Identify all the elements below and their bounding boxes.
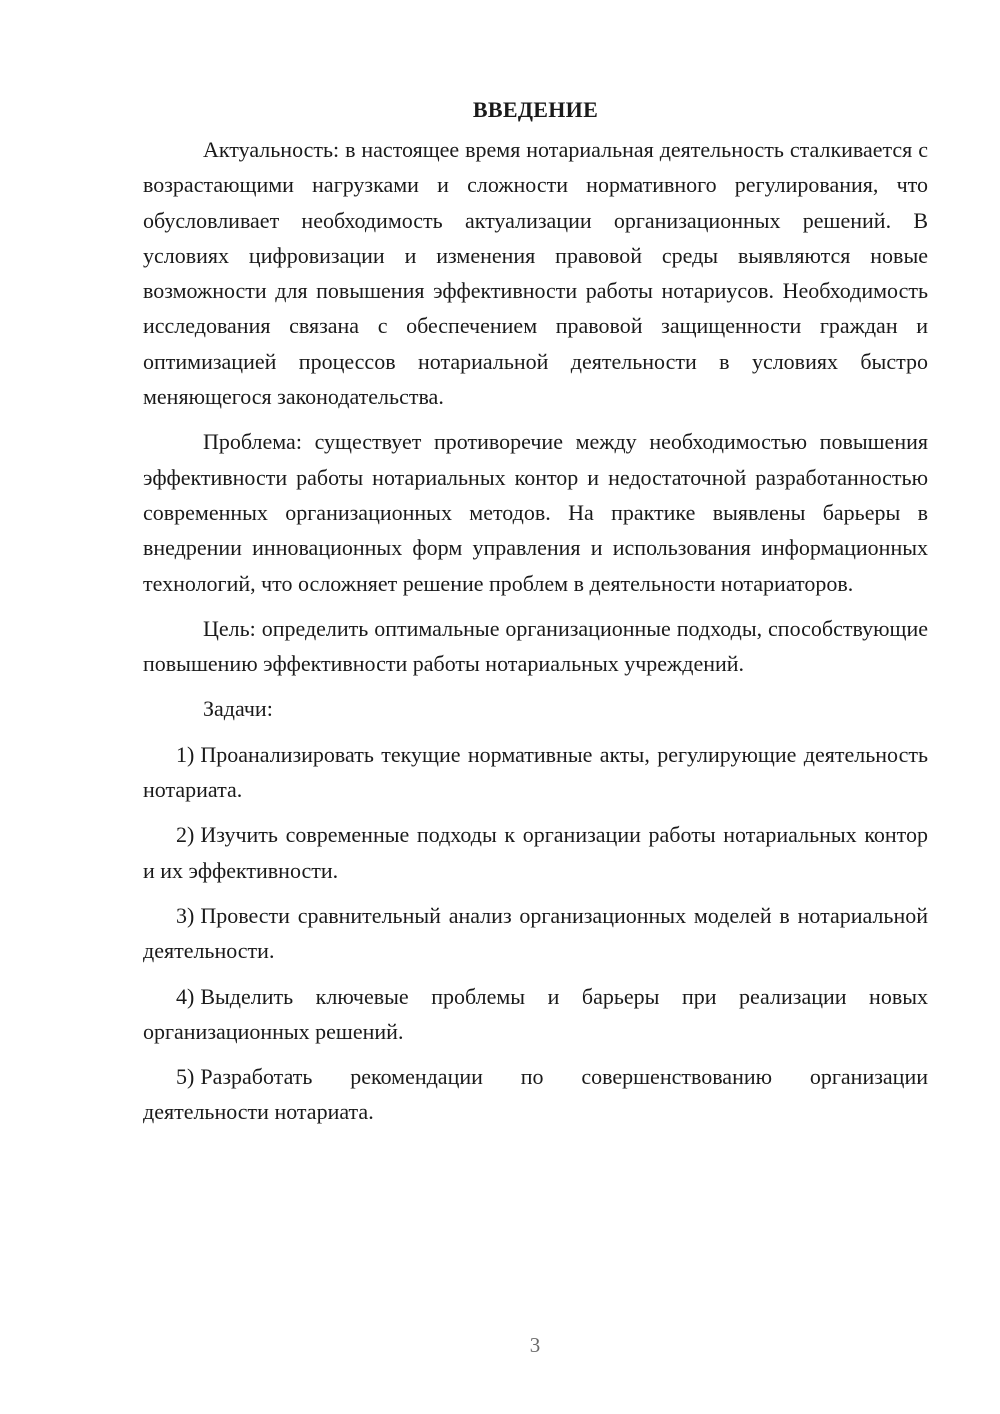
list-item-number: 2) bbox=[176, 822, 195, 848]
list-item bbox=[143, 1059, 928, 1130]
page-number: 3 bbox=[529, 1333, 541, 1357]
list-item-number: 3) bbox=[176, 902, 195, 928]
list-item-text: Изучить современные подходы к организации работы нотариальных контор и их эффективности. bbox=[143, 822, 928, 883]
problem-paragraph: Проблема: существует противоречие между необходимостью повышения эффективности работы нотариальных контор и недостаточной разработанностью современных организационных методов. На практике выявлены барьеры в внедрении инновационных форм управления и использования информационных технологий, что осложняет решение проблем в деятельности нотариаторов. bbox=[143, 429, 928, 596]
list-item-number: 1) bbox=[176, 741, 195, 767]
goal-paragraph: Цель: определить оптимальные организационные подходы, способствующие повышению эффективности работы нотариальных учреждений. bbox=[143, 615, 928, 677]
list-item bbox=[143, 898, 928, 969]
list-item bbox=[143, 979, 928, 1050]
tasks-list bbox=[143, 737, 928, 1130]
list-item-number: 4) bbox=[176, 983, 195, 1009]
tasks-heading: Задачи: bbox=[203, 696, 273, 722]
list-item bbox=[143, 737, 928, 808]
list-item bbox=[143, 817, 928, 888]
document-page bbox=[143, 92, 928, 1140]
list-item-text: Выделить ключевые проблемы и барьеры при реализации новых организационных решений. bbox=[143, 983, 928, 1044]
list-item-number: 5) bbox=[176, 1064, 195, 1090]
page-title: ВВЕДЕНИЕ bbox=[472, 97, 599, 122]
list-item-text: Провести сравнительный анализ организационных моделей в нотариальной деятельности. bbox=[143, 902, 928, 964]
relevance-paragraph: Актуальность: в настоящее время нотариальная деятельность сталкивается с возрастающими нагрузками и сложности нормативного регулирования, что обусловливает необходимость актуализации организационных решений. В условиях цифровизации и изменения правовой среды выявляются новые возможности для повышения эффективности работы нотариусов. Необходимость исследования связана с обеспечением правовой защищенности граждан и оптимизацией процессов нотариальной деятельности в условиях быстро меняющегося законодательства. bbox=[143, 137, 928, 410]
list-item-text: Проанализировать текущие нормативные акты, регулирующие деятельность нотариата. bbox=[143, 741, 928, 803]
list-item-text: Разработать рекомендации по совершенствованию организации деятельности нотариата. bbox=[143, 1064, 928, 1125]
